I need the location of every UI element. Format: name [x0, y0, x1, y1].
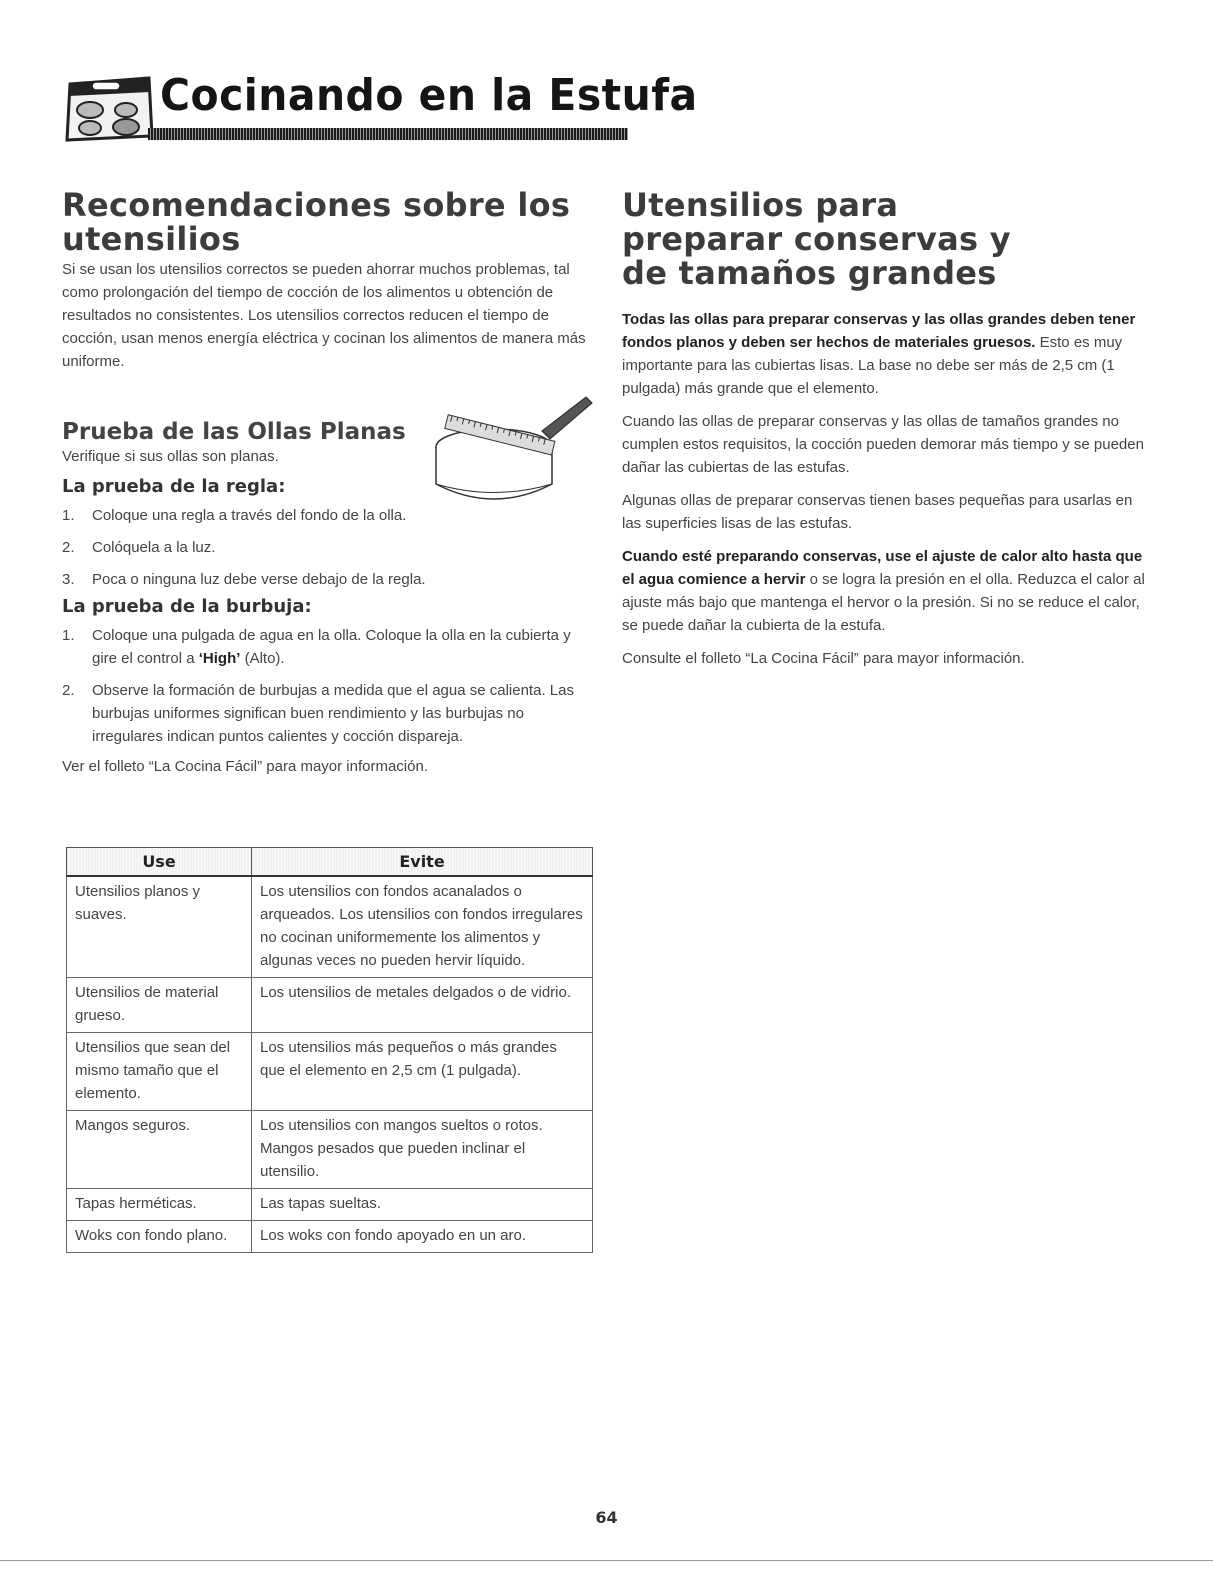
prueba-burbuja-heading: La prueba de la burbuja: [62, 596, 312, 617]
prueba-burbuja-steps [62, 624, 594, 748]
table-row: Utensilios planos y suaves. Los utensilios con fondos acanalados o arqueados. Los utensilios con fondos irregulares no cocinan uniformemente los alimentos y algunas veces no pueden hervir líquido. [67, 876, 593, 978]
right-column [622, 188, 1150, 670]
use-evite-table [66, 847, 593, 1253]
prueba-ollas-subtitle: Verifique si sus ollas son planas. [62, 448, 279, 465]
header-rule [148, 128, 628, 140]
bottom-rule [0, 1560, 1213, 1561]
table-header-evite: Evite [252, 848, 593, 877]
left-column [62, 188, 594, 778]
burbuja-step: 2. Observe la formación de burbujas a medida que el agua se calienta. Las burbujas uniformes significan buen rendimiento y las burbujas no irregulares indican puntos calientes y cocción dispareja. [62, 682, 574, 745]
conservas-heading: Utensilios para preparar conservas y de tamaños grandes [622, 186, 1011, 292]
page-header [62, 56, 698, 150]
conservas-paragraph-3: Algunas ollas de preparar conservas tienen bases pequeñas para usarlas en las superficies lisas de las estufas. [622, 492, 1133, 532]
prueba-regla-steps [62, 504, 594, 591]
regla-step: 3. Poca o ninguna luz debe verse debajo de la regla. [62, 571, 426, 588]
prueba-ollas-heading: Prueba de las Ollas Planas [62, 419, 406, 445]
regla-step: 1. Coloque una regla a través del fondo de la olla. [62, 507, 407, 524]
table-row: Woks con fondo plano. Los woks con fondo apoyado en un aro. [67, 1221, 593, 1253]
conservas-paragraph-1: Todas las ollas para preparar conservas y las ollas grandes deben tener fondos planos y deben ser hechos de materiales gruesos. Esto es muy importante para las cubiertas lisas. La base no debe ser más de 2,5 cm (1 pulgada) más grande que el elemento. [622, 311, 1136, 397]
ruler-on-pot-illustration [424, 389, 594, 509]
table-row: Utensilios que sean del mismo tamaño que el elemento. Los utensilios más pequeños o más grandes que el elemento en 2,5 cm (1 pulgada). [67, 1033, 593, 1111]
burbuja-step: 1. Coloque una pulgada de agua en la olla. Coloque la olla en la cubierta y gire el control a ‘High’ (Alto). [62, 627, 571, 667]
prueba-footer-note: Ver el folleto “La Cocina Fácil” para mayor información. [62, 758, 428, 775]
conservas-paragraph-4: Cuando esté preparando conservas, use el ajuste de calor alto hasta que el agua comience a hervir o se logra la presión en el olla. Reduzca el calor al ajuste más bajo que mantenga el hervor o la presión. Si no se reduce el calor, se puede dañar la cubierta de la estufa. [622, 548, 1145, 634]
utensilios-intro: Si se usan los utensilios correctos se pueden ahorrar muchos problemas, tal como prolongación del tiempo de cocción de los alimentos u obtención de resultados no consistentes. Los utensilios correctos reducen el tiempo de cocción, usan menos energía eléctrica y cocinan los alimentos de manera más uniforme. [62, 261, 586, 370]
conservas-paragraph-2: Cuando las ollas de preparar conservas y las ollas de tamaños grandes no cumplen estos requisitos, la cocción pueden demorar más tiempo y se pueden dañar las cubiertas de las estufas. [622, 413, 1144, 476]
table-header-use: Use [67, 848, 252, 877]
conservas-paragraph-5: Consulte el folleto “La Cocina Fácil” para mayor información. [622, 650, 1025, 667]
table-row: Tapas herméticas. Las tapas sueltas. [67, 1189, 593, 1221]
page-number: 64 [595, 1508, 618, 1527]
table-row: Mangos seguros. Los utensilios con mangos sueltos o rotos. Mangos pesados que pueden inclinar el utensilio. [67, 1111, 593, 1189]
high-setting-label: ‘High’ [198, 650, 241, 667]
prueba-regla-heading: La prueba de la regla: [62, 476, 286, 497]
stove-cooktop-icon [62, 66, 157, 146]
utensilios-heading: Recomendaciones sobre los utensilios [62, 186, 571, 258]
regla-step: 2. Colóquela a la luz. [62, 539, 216, 556]
prueba-ollas-section [62, 419, 594, 778]
table-row: Utensilios de material grueso. Los utensilios de metales delgados o de vidrio. [67, 978, 593, 1033]
page-header-title: Cocinando en la Estufa [160, 70, 698, 121]
